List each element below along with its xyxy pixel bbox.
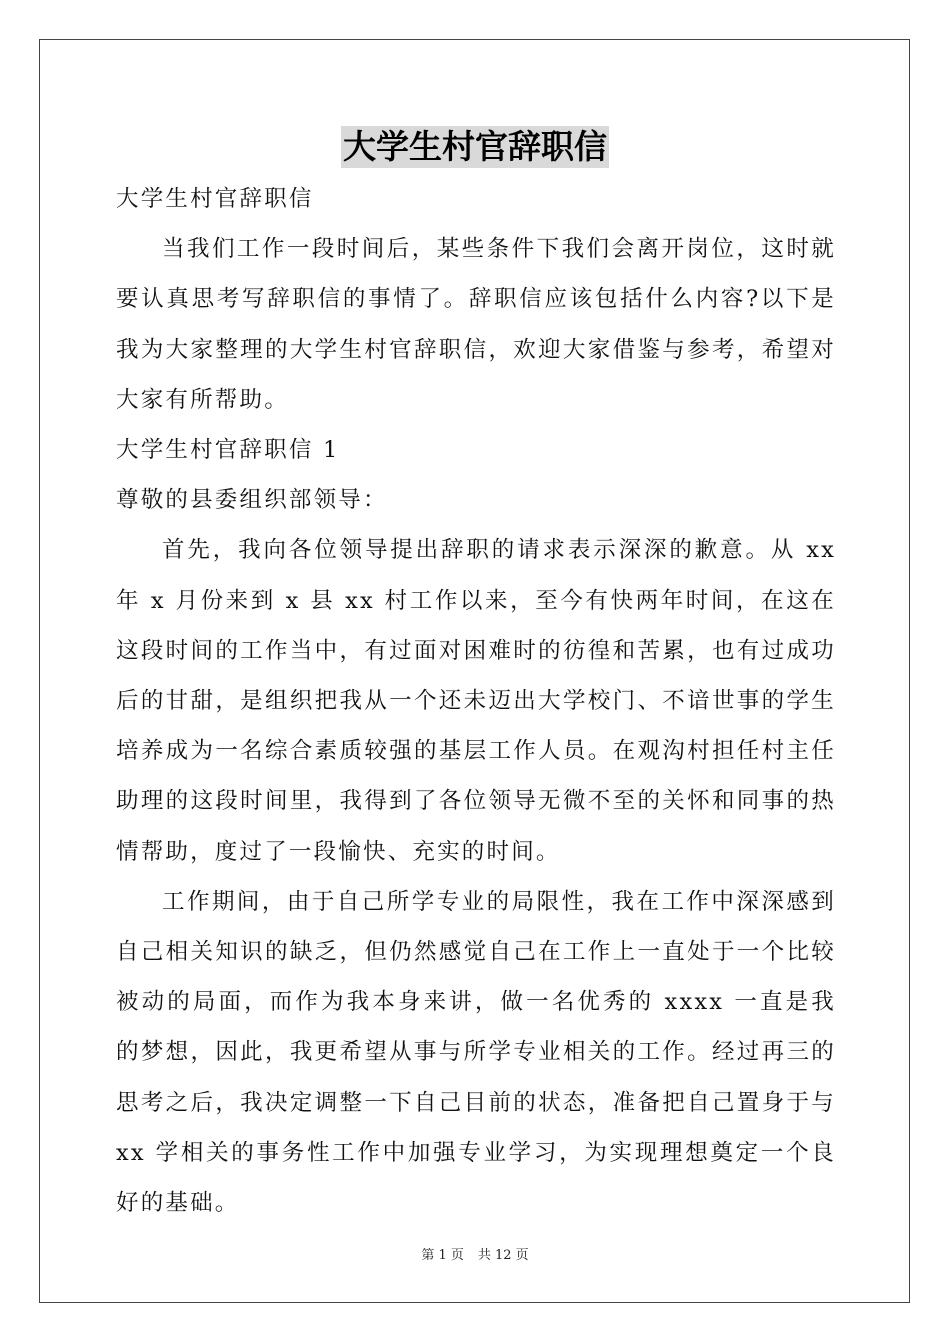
title-container [0, 126, 950, 168]
page-total: 共 12 页 [477, 1248, 529, 1263]
paragraph-4: 首先，我向各位领导提出辞职的请求表示深深的歉意。从 xx 年 x 月份来到 x 县 xx 村工作以来，至今有快两年时间，在这在这段时间的工作当中，有过面对困难时的彷徨和苦累，也有过成功后的甘甜，是组织把我从一个还未迈出大学校门、不谙世事的学生培养成为一名综合素质较强的基层工作人员。在观沟村担任村主任助理的这段时间里，我得到了各位领导无微不至的关怀和同事的热情帮助，度过了一段愉快、充实的时间。 [116, 537, 836, 865]
document-body [116, 174, 836, 1228]
paragraph-5: 工作期间，由于自己所学专业的局限性，我在工作中深深感到自己相关知识的缺乏，但仍然感觉自己在工作上一直处于一个比较被动的局面，而作为我本身来讲，做一名优秀的 xxxx 一直是我的梦想，因此，我更希望从事与所学专业相关的工作。经过再三的思考之后，我决定调整一下自己目前的状态，准备把自己置身于与 xx 学相关的事务性工作中加强专业学习，为实现理想奠定一个良好的基础。 [116, 888, 836, 1217]
page-footer [0, 1247, 950, 1265]
document-title: 大学生村官辞职信 [343, 127, 607, 166]
paragraph-0: 大学生村官辞职信 [116, 186, 314, 212]
paragraph-1: 当我们工作一段时间后，某些条件下我们会离开岗位，这时就要认真思考写辞职信的事情了。辞职信应该包括什么内容?以下是我为大家整理的大学生村官辞职信，欢迎大家借鉴与参考，希望对大家有所帮助。 [116, 236, 836, 413]
paragraph-2: 大学生村官辞职信 1 [116, 437, 340, 464]
paragraph-3: 尊敬的县委组织部领导： [116, 487, 388, 514]
page-number: 第 1 页 [421, 1248, 464, 1263]
